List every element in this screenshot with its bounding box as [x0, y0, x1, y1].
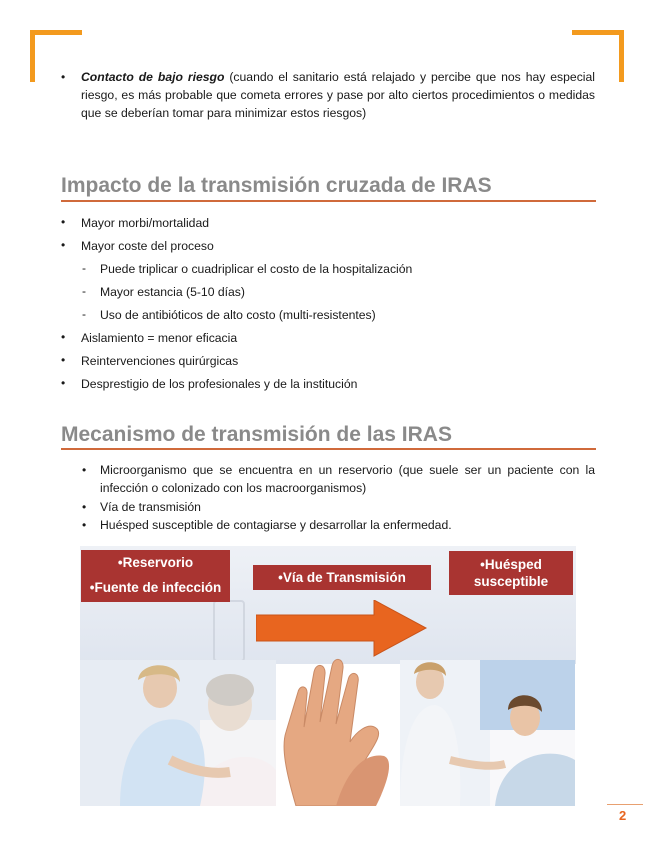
section-title-mecanismo: Mecanismo de transmisión de las IRAS — [61, 423, 452, 446]
reservorio-box — [81, 550, 230, 602]
intro-lead: Contacto de bajo riesgo — [81, 70, 225, 84]
sub-list-item: Mayor estancia (5-10 días) — [100, 285, 245, 299]
bullet-marker: • — [61, 353, 66, 367]
bullet-marker: • — [82, 500, 87, 514]
fuente-infeccion-label: •Fuente de infección — [89, 580, 222, 595]
sub-list-item: Uso de antibióticos de alto costo (multi-resistentes) — [100, 308, 376, 322]
dash-marker: - — [82, 307, 86, 321]
section-title-impacto: Impacto de la transmisión cruzada de IRAS — [61, 174, 492, 197]
transmission-arrow-icon — [256, 600, 428, 658]
intro-text: (cuando el sanitario está relajado y percibe que nos hay especial riesgo, es más probable que cometa errores y pase por alto ciertos procedimientos o medidas que se deberían tomar para minimizar estos riesgos) — [81, 70, 595, 120]
intro-paragraph — [81, 68, 595, 122]
list-item: Mayor coste del proceso — [81, 239, 214, 253]
corner-left-side — [30, 30, 35, 82]
corner-right-side — [619, 30, 624, 82]
list-item: Huésped susceptible de contagiarse y desarrollar la enfermedad. — [100, 518, 452, 532]
bullet-marker: • — [61, 238, 66, 252]
via-transmision-box — [253, 565, 431, 590]
susceptible-label: susceptible — [473, 574, 549, 589]
list-item: Desprestigio de los profesionales y de la institución — [81, 377, 358, 391]
page-number: 2 — [619, 808, 627, 823]
section-rule — [61, 200, 596, 202]
dash-marker: - — [82, 284, 86, 298]
photo-nurse-elderly-patient — [80, 660, 276, 806]
list-item: Aislamiento = menor eficacia — [81, 331, 238, 345]
huesped-box — [449, 551, 573, 595]
sub-list-item: Puede triplicar o cuadriplicar el costo de la hospitalización — [100, 262, 413, 276]
corner-right-top — [572, 30, 624, 35]
list-item: Mayor morbi/mortalidad — [81, 216, 210, 230]
huesped-label: •Huésped — [480, 557, 542, 572]
bullet-marker: • — [61, 330, 66, 344]
bullet-marker: • — [82, 463, 87, 477]
bullet-marker: • — [61, 376, 66, 390]
bullet-marker: • — [61, 70, 66, 84]
via-transmision-label: •Vía de Transmisión — [278, 570, 406, 585]
dash-marker: - — [82, 261, 86, 275]
list-item: Vía de transmisión — [100, 500, 201, 514]
reservorio-label: •Reservorio — [117, 555, 194, 570]
list-item: Microorganismo que se encuentra en un reservorio (que suele ser un paciente con la infección o colonizado con los macroorganismos) — [100, 463, 595, 495]
footer-rule — [607, 804, 643, 805]
list-item: Reintervenciones quirúrgicas — [81, 354, 239, 368]
diagram-watermark — [213, 600, 245, 662]
bullet-marker: • — [61, 215, 66, 229]
bullet-marker: • — [82, 518, 87, 532]
section-rule — [61, 448, 596, 450]
corner-left-top — [30, 30, 82, 35]
photo-doctor-patient-bed — [400, 660, 575, 806]
photo-hands — [276, 652, 394, 806]
